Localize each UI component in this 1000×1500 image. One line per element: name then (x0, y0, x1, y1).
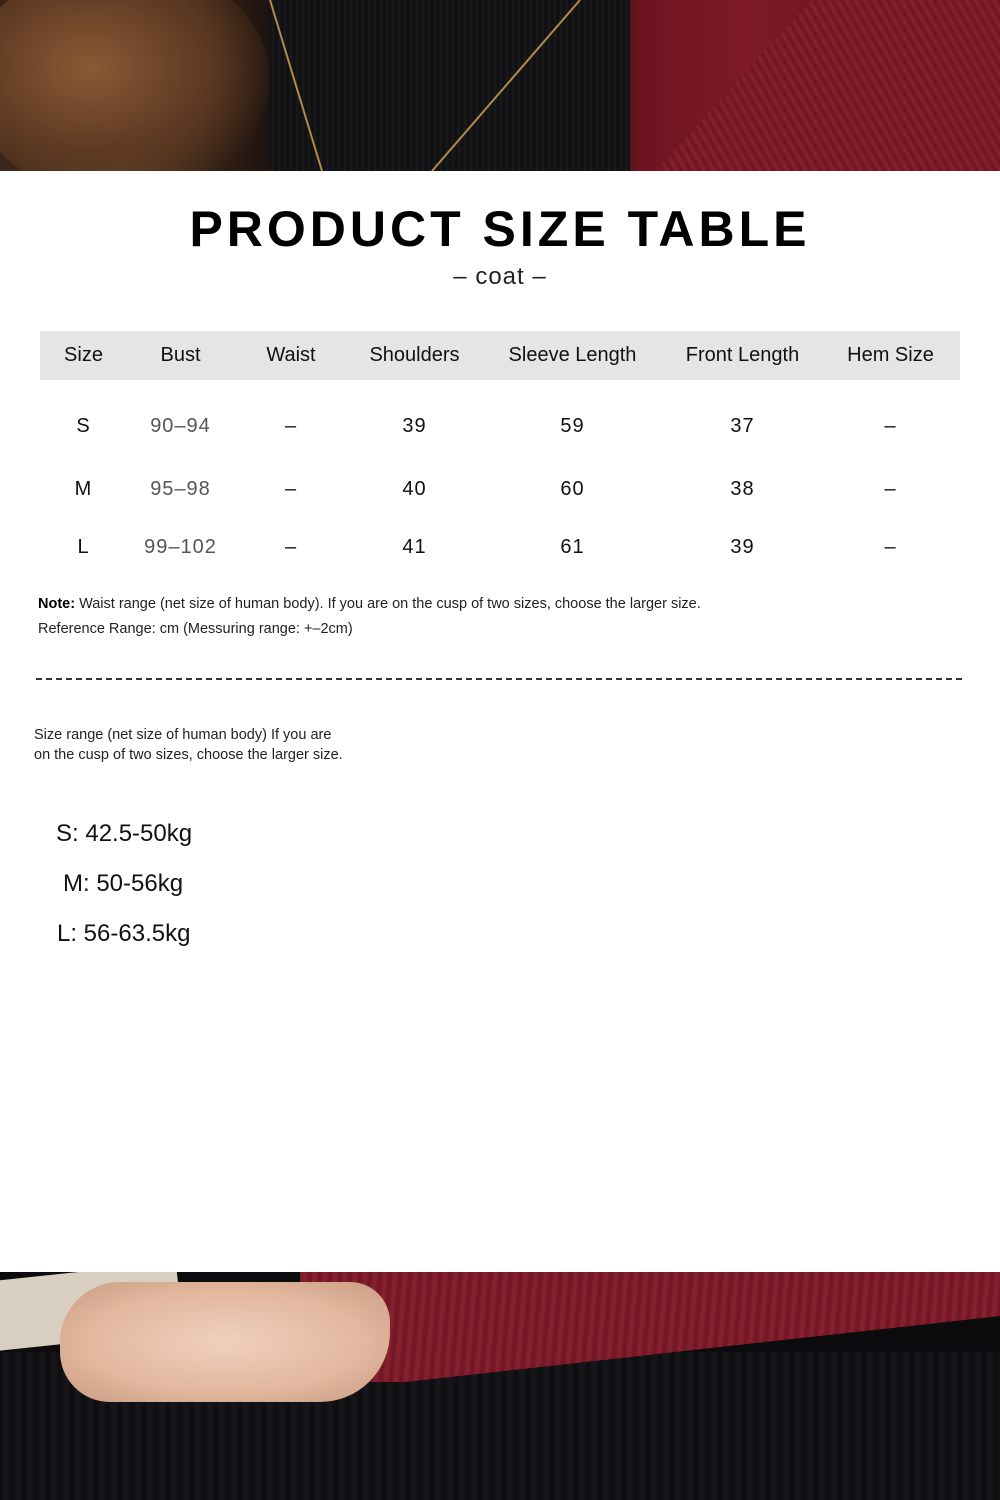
table-cell: 39 (402, 414, 427, 437)
table-cell: – (884, 414, 897, 437)
table-cell: 41 (402, 535, 427, 558)
note-label: Note: (38, 596, 76, 612)
table-cell: 40 (402, 477, 427, 500)
column-header: Waist (266, 344, 316, 366)
size-range-line: Size range (net size of human body) If you are (34, 727, 332, 743)
note-body: Waist range (net size of human body). If you are on the cusp of two sizes, choose the larger size. (75, 596, 701, 612)
column-header: Size (64, 344, 103, 366)
page-subtitle: – coat – (453, 263, 547, 290)
table-cell: 99–102 (144, 535, 217, 558)
table-cell: – (284, 535, 298, 558)
size-table (40, 331, 960, 576)
dashed-divider (36, 678, 962, 680)
column-header: Shoulders (369, 344, 460, 366)
table-cell: 90–94 (150, 414, 211, 437)
table-row (40, 460, 960, 518)
table-row (40, 380, 960, 460)
table-cell: 61 (560, 535, 585, 558)
column-header: Hem Size (847, 344, 934, 366)
table-cell: M (74, 477, 93, 500)
table-cell: – (884, 535, 897, 558)
weight-size-l: L: 56-63.5kg (57, 920, 191, 947)
column-header: Front Length (685, 344, 800, 366)
table-cell: 59 (560, 414, 585, 437)
table-cell: L (77, 535, 90, 558)
weight-size-s: S: 42.5-50kg (56, 820, 193, 847)
reference-range-text: Reference Range: cm (Messuring range: +–2cm) (38, 621, 353, 637)
table-cell: S (76, 414, 91, 437)
size-range-line: on the cusp of two sizes, choose the larger size. (34, 747, 343, 763)
column-header: Bust (160, 344, 201, 366)
table-cell: 60 (560, 477, 585, 500)
table-cell: – (284, 414, 298, 437)
table-row (40, 518, 960, 576)
weight-size-m: M: 50-56kg (63, 870, 184, 897)
table-cell: – (284, 477, 298, 500)
size-range-note (34, 725, 394, 765)
table-cell: – (884, 477, 897, 500)
top-product-photo (0, 0, 1000, 171)
table-cell: 95–98 (150, 477, 211, 500)
table-header-row (40, 331, 960, 380)
table-cell: 38 (730, 477, 755, 500)
hand-area (60, 1282, 390, 1402)
bottom-product-photo (0, 1272, 1000, 1500)
note-text (38, 596, 701, 612)
table-cell: 37 (730, 414, 755, 437)
page-title: PRODUCT SIZE TABLE (189, 201, 811, 257)
table-cell: 39 (730, 535, 755, 558)
column-header: Sleeve Length (508, 344, 637, 366)
necklace-graphic (0, 0, 1000, 171)
